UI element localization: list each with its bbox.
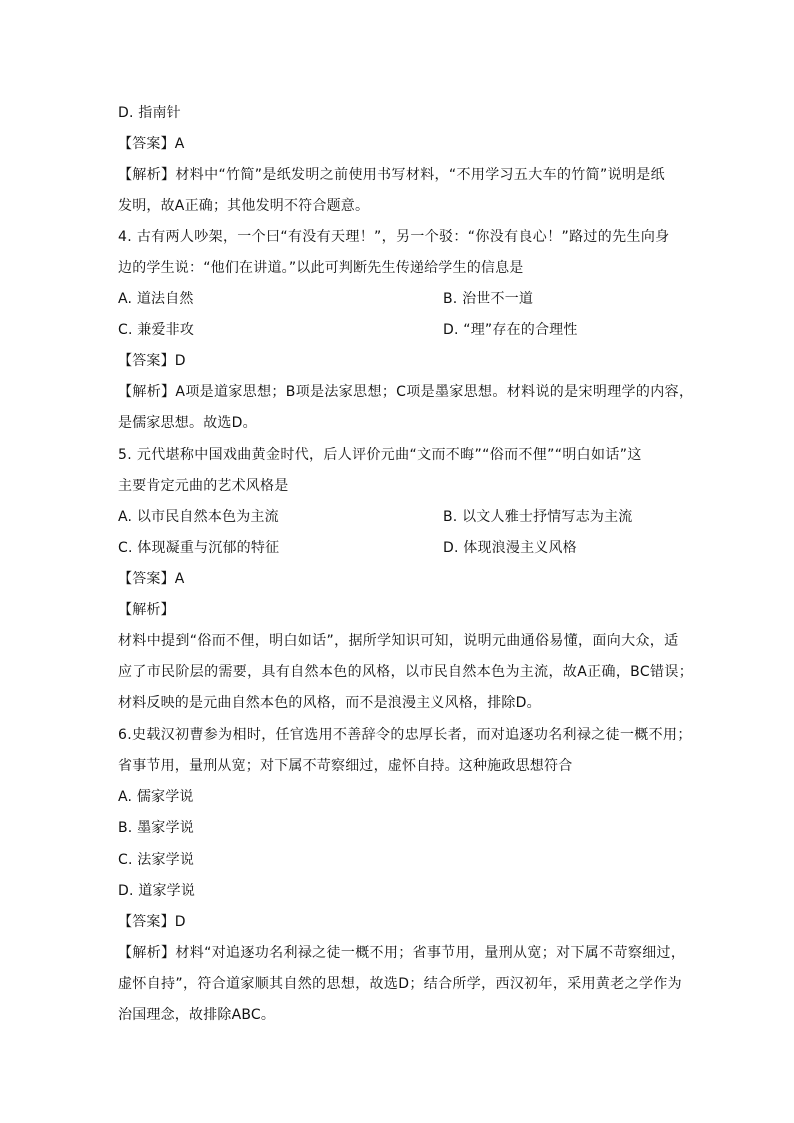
q6-option-b: B. 墨家学说 <box>118 820 194 836</box>
q4-stem-line: 边的学生说：“他们在讲道。”以此可判断先生传递给学生的信息是 <box>118 260 524 276</box>
q6-answer: 【答案】D <box>118 914 186 930</box>
q6-option-d: D. 道家学说 <box>118 883 196 899</box>
q3-analysis-line: 发明，故A正确；其他发明不符合题意。 <box>118 198 370 214</box>
q4-stem-line: 4. 古有两人吵架，一个曰“有没有天理！”，另一个驳：“你没有良心！”路过的先生向身 <box>118 229 670 245</box>
q4-answer: 【答案】D <box>118 353 186 369</box>
q6-analysis-line: 治国理念，故排除ABC。 <box>118 1007 276 1023</box>
q5-option-c: C. 体现凝重与沉郁的特征 <box>118 540 280 556</box>
q5-analysis-line: 材料反映的是元曲自然本色的风格，而不是浪漫主义风格，排除D。 <box>118 695 541 711</box>
q5-stem-line: 5. 元代堪称中国戏曲黄金时代，后人评价元曲“文而不晦”“俗而不俚”“明白如话”这 <box>118 447 642 463</box>
q6-stem-line: 省事节用，量刑从宽；对下属不苛察细过，虚怀自持。这种施政思想符合 <box>118 758 573 774</box>
q3-answer: 【答案】A <box>118 136 185 152</box>
q4-option-b: B. 治世不一道 <box>443 291 534 307</box>
q5-analysis-label: 【解析】 <box>118 602 175 618</box>
q6-option-c: C. 法家学说 <box>118 852 195 868</box>
q6-analysis-line: 【解析】材料“对追逐功名利禄之徒一概不用；省事节用，量刑从宽；对下属不苛察细过， <box>118 945 686 961</box>
q6-analysis-line: 虚怀自持”，符合道家顺其自然的思想，故选D；结合所学，西汉初年，采用黄老之学作为 <box>118 976 683 992</box>
q5-option-a: A. 以市民自然本色为主流 <box>118 509 279 525</box>
q6-option-a: A. 儒家学说 <box>118 789 194 805</box>
q4-analysis-line: 【解析】A项是道家思想；B项是法家思想；C项是墨家思想。材料说的是宋明理学的内容， <box>118 384 694 400</box>
q4-option-c: C. 兼爱非攻 <box>118 322 195 338</box>
q4-option-a: A. 道法自然 <box>118 291 194 307</box>
q5-analysis-line: 材料中提到“俗而不俚，明白如话”，据所学知识可知，说明元曲通俗易懂，面向大众，适 <box>118 633 679 649</box>
q4-option-d: D. “理”存在的合理性 <box>443 322 578 338</box>
q5-answer: 【答案】A <box>118 571 185 587</box>
q4-analysis-line: 是儒家思想。故选D。 <box>118 415 257 431</box>
q3-analysis-line: 【解析】材料中“竹简”是纸发明之前使用书写材料，“不用学习五大车的竹简”说明是纸 <box>118 167 666 183</box>
q5-option-d: D. 体现浪漫主义风格 <box>443 540 577 556</box>
q6-stem-line: 6.史载汉初曹参为相时，任官选用不善辞令的忠厚长者，而对追逐功名利禄之徒一概不用； <box>118 727 692 743</box>
q5-stem-line: 主要肯定元曲的艺术风格是 <box>118 478 289 494</box>
q5-analysis-line: 应了市民阶层的需要，具有自然本色的风格，以市民自然本色为主流，故A正确，BC错误； <box>118 664 694 680</box>
q5-option-b: B. 以文人雅士抒情写志为主流 <box>443 509 633 525</box>
q3-option-d: D. 指南针 <box>118 105 181 121</box>
